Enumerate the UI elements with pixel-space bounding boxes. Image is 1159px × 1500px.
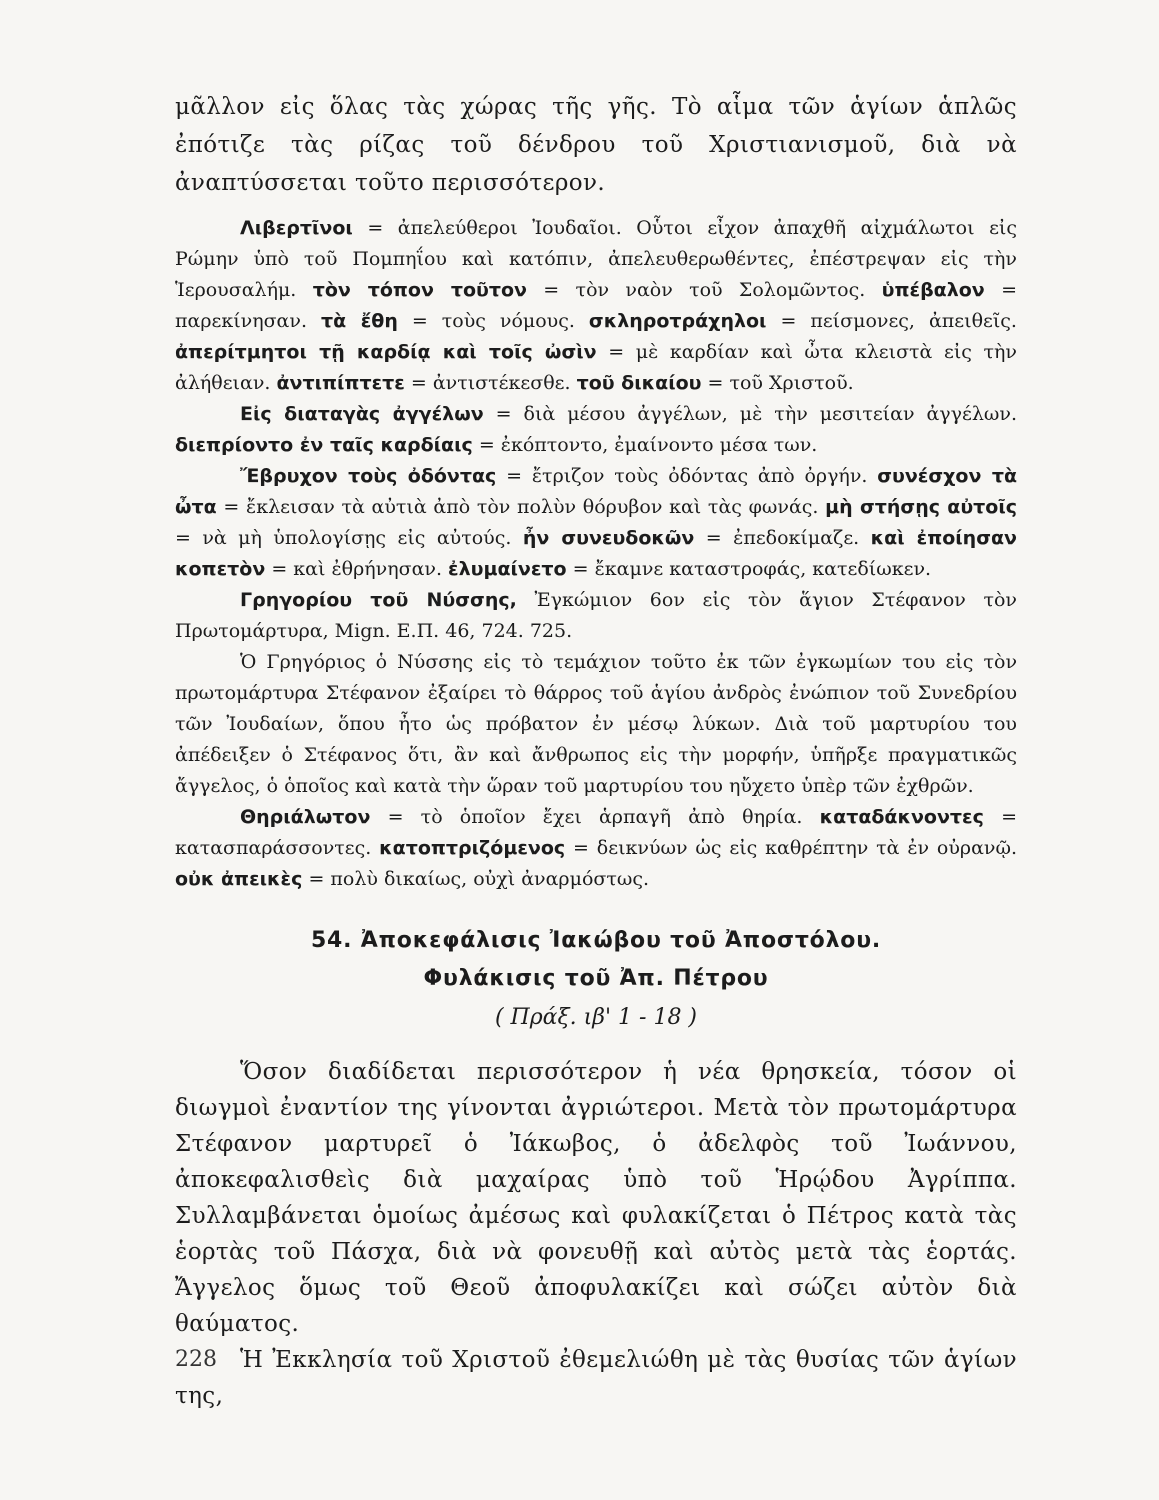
gloss-paragraph bbox=[175, 399, 1017, 461]
gloss-definition: = ἀπελεύθεροι Ἰουδαῖοι. Οὗτοι εἶχον ἀπαχθῆ αἰχμάλωτοι εἰς Ρώμην ὑπὸ τοῦ Πομπηΐου καὶ κατόπιν, ἀπελευθερωθέντες, ἐπέστρεψαν εἰς τὴν Ἱερουσαλήμ. bbox=[175, 217, 1017, 301]
gloss-paragraph bbox=[175, 802, 1017, 895]
section-title-line-2: Φυλάκισις τοῦ Ἀπ. Πέτρου bbox=[423, 966, 769, 991]
gloss-term: ὑπέβαλον bbox=[881, 279, 985, 301]
gloss-paragraph: Ὁ Γρηγόριος ὁ Νύσσης εἰς τὸ τεμάχιον τοῦτο ἐκ τῶν ἐγκωμίων του εἰς τὸν πρωτομάρτυρα Στέφανον ἐξαίρει τὸ θάρρος τοῦ ἁγίου ἀνδρὸς ἐνώπιον τοῦ Συνεδρίου τῶν Ἰουδαίων, ὅπου ἦτο ὡς πρόβατον ἐν μέσῳ λύκων. Διὰ τοῦ μαρτυρίου του ἀπέδειξεν ὁ Στέφανος ὅτι, ἂν καὶ ἄνθρωπος εἰς τὴν μορφήν, ὑπῆρξε πραγματικῶς ἄγγελος, ὁ ὁποῖος καὶ κατὰ τὴν ὥραν τοῦ μαρτυρίου του ηὔχετο ὑπὲρ τῶν ἐχθρῶν. bbox=[175, 651, 1017, 797]
section-title-line-1: 54. Ἀποκεφάλισις Ἰακώβου τοῦ Ἀποστόλου. bbox=[310, 928, 882, 953]
gloss-term: σκληροτράχηλοι bbox=[588, 310, 767, 332]
gloss-definition: = παρεκίνησαν. bbox=[175, 279, 1018, 332]
gloss-definition: = τὸν ναὸν τοῦ Σολομῶντος. bbox=[526, 279, 882, 301]
gloss-definition: = ἔκαμνε καταστροφάς, κατεδίωκεν. bbox=[566, 558, 932, 580]
glossary-notes bbox=[175, 213, 1017, 895]
gloss-term: ἦν συνευδοκῶν bbox=[522, 527, 695, 549]
gloss-definition: = τοὺς νόμους. bbox=[397, 310, 589, 332]
gloss-paragraph bbox=[175, 461, 1017, 585]
body-paragraph: Ὅσον διαδίδεται περισσότερον ἡ νέα θρησκεία, τόσον οἱ διωγμοὶ ἐναντίον της γίνονται ἀγριώτεροι. Μετὰ τὸν πρωτομάρτυρα Στέφανον μαρτυρεῖ ὁ Ἰάκωβος, ὁ ἀδελφὸς τοῦ Ἰωάννου, ἀποκεφαλισθεὶς διὰ μαχαίρας ὑπὸ τοῦ Ἡρῴδου Ἀγρίππα. Συλλαμβάνεται ὁμοίως ἀμέσως καὶ φυλακίζεται ὁ Πέτρος κατὰ τὰς ἑορτὰς τοῦ Πάσχα, διὰ νὰ φονευθῇ καὶ αὐτὸς μετὰ τὰς ἑορτάς. Ἄγγελος ὅμως τοῦ Θεοῦ ἀποφυλακίζει καὶ σώζει αὐτὸν διὰ θαύματος. bbox=[175, 1059, 1017, 1337]
gloss-term: Ἔβρυχον τοὺς ὀδόντας bbox=[240, 465, 497, 487]
gloss-definition: = διὰ μέσου ἀγγέλων, μὲ τὴν μεσιτείαν ἀγγέλων. bbox=[483, 403, 1017, 425]
gloss-paragraph bbox=[175, 213, 1017, 399]
body-paragraph: Ἡ Ἐκκλησία τοῦ Χριστοῦ ἐθεμελιώθη μὲ τὰς θυσίας τῶν ἁγίων της, bbox=[175, 1347, 1017, 1409]
gloss-term: ἀντιπίπτετε bbox=[276, 372, 405, 394]
gloss-term: καὶ ἐποίησαν κοπετὸν bbox=[175, 527, 1017, 580]
gloss-definition: Ἐγκώμιον 6ον εἰς τὸν ἅγιον Στέφανον τὸν Πρωτομάρτυρα, Mign. Ε.Π. 46, 724. 725. bbox=[175, 589, 1017, 642]
gloss-term: Εἰς διαταγὰς ἀγγέλων bbox=[240, 403, 484, 425]
gloss-definition: = τοῦ Χριστοῦ. bbox=[701, 372, 854, 394]
gloss-definition: = καὶ ἐθρήνησαν. bbox=[265, 558, 449, 580]
gloss-definition: = ἐπεδοκίμαζε. bbox=[694, 527, 871, 549]
gloss-term: τὸν τόπον τοῦτον bbox=[312, 279, 527, 301]
section-body bbox=[175, 1054, 1017, 1414]
page-number: 228 bbox=[175, 1347, 217, 1372]
gloss-term: τοῦ δικαίου bbox=[576, 372, 702, 394]
gloss-definition: = ἔκλεισαν τὰ αὐτιὰ ἀπὸ τὸν πολὺν θόρυβον καὶ τὰς φωνάς. bbox=[216, 496, 826, 518]
gloss-definition: = ἔτριζον τοὺς ὀδόντας ἀπὸ ὀργήν. bbox=[496, 465, 878, 487]
lead-paragraph: μᾶλλον εἰς ὅλας τὰς χώρας τῆς γῆς. Τὸ αἷμα τῶν ἁγίων ἁπλῶς ἐπότιζε τὰς ρίζας τοῦ δένδρου τοῦ Χριστιανισμοῦ, διὰ νὰ ἀναπτύσσεται τοῦτο περισσότερον. bbox=[175, 94, 1017, 196]
gloss-term: τὰ ἔθη bbox=[320, 310, 398, 332]
gloss-term: συνέσχον τὰ ὦτα bbox=[175, 465, 1017, 518]
gloss-term: διεπρίοντο ἐν ταῖς καρδίαις bbox=[175, 434, 473, 456]
gloss-term: κατοπτριζόμενος bbox=[379, 837, 566, 859]
gloss-term: καταδάκνοντες bbox=[819, 806, 984, 828]
scripture-reference: ( Πράξ. ιβ' 1 - 18 ) bbox=[494, 1005, 698, 1030]
gloss-definition: = πολὺ δικαίως, οὐχὶ ἀναρμόστως. bbox=[302, 868, 650, 890]
gloss-term: οὐκ ἀπεικὲς bbox=[175, 868, 303, 890]
gloss-definition: = νὰ μὴ ὑπολογίσῃς εἰς αὐτούς. bbox=[175, 527, 523, 549]
gloss-term: μὴ στήσῃς αὐτοῖς bbox=[825, 496, 1017, 518]
gloss-definition: = κατασπαράσσοντες. bbox=[175, 806, 1017, 859]
gloss-definition: = πείσμονες, ἀπειθεῖς. bbox=[766, 310, 1017, 332]
gloss-term: Γρηγορίου τοῦ Νύσσης, bbox=[240, 589, 517, 611]
gloss-term: Θηριάλωτον bbox=[240, 806, 371, 828]
gloss-definition: = μὲ καρδίαν καὶ ὦτα κλειστὰ εἰς τὴν ἀλήθειαν. bbox=[175, 341, 1017, 394]
gloss-term: ἐλυμαίνετο bbox=[448, 558, 567, 580]
gloss-term: Λιβερτῖνοι bbox=[240, 217, 353, 239]
gloss-definition: = ἐκόπτοντο, ἐμαίνοντο μέσα των. bbox=[472, 434, 818, 456]
gloss-term: ἀπερίτμητοι τῇ καρδίᾳ καὶ τοῖς ὠσὶν bbox=[175, 341, 597, 363]
gloss-paragraph bbox=[175, 585, 1017, 647]
gloss-definition: = τὸ ὁποῖον ἔχει ἁρπαγῆ ἀπὸ θηρία. bbox=[370, 806, 820, 828]
gloss-definition: = δεικνύων ὡς εἰς καθρέπτην τὰ ἐν οὐρανῷ. bbox=[565, 837, 1018, 859]
gloss-definition: = ἀντιστέκεσθε. bbox=[404, 372, 577, 394]
